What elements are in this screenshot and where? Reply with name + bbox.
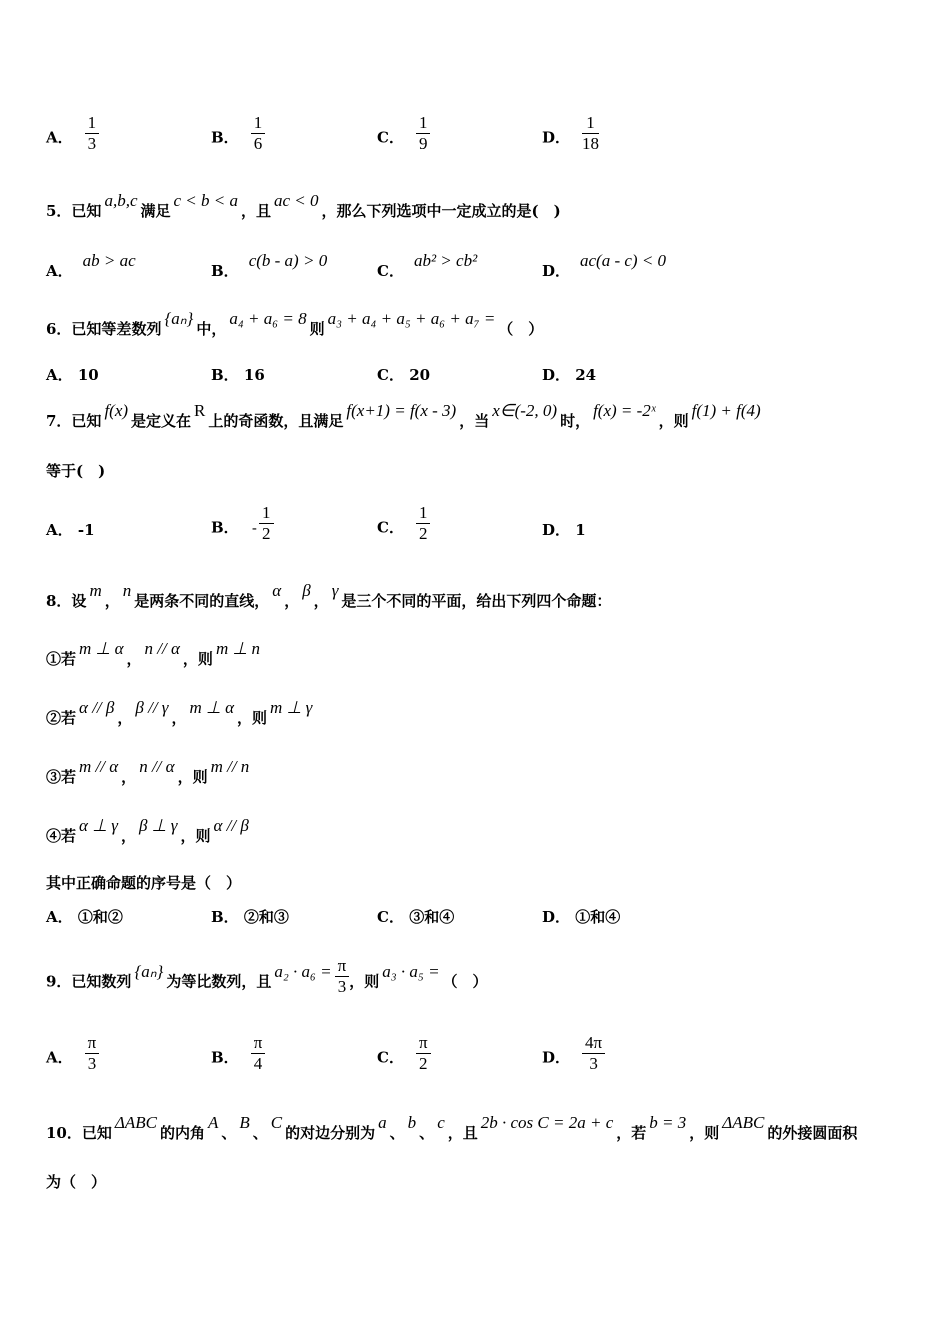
q7-option-b: B． - $\frac{1}{2}$ [211,508,274,549]
q8-option-c: C． ③和④ [377,908,455,926]
q10-stem-line2: 为（ ） [46,1173,107,1191]
q6-option-a: A． 10 [46,366,99,384]
q4-option-c: C． $\frac{1}{9}$ [377,118,430,159]
q7-option-a: A． -1 [46,521,95,539]
q7-option-d: D． 1 [542,521,586,539]
q4-option-b: B． $\frac{1}{6}$ [211,118,265,159]
q9-option-c: C． $\frac{\pi}{2}$ [377,1038,431,1079]
q8-statement-1: ①若m ⊥ α，n // α，则m ⊥ n [46,639,261,668]
q8-option-b: B． ②和③ [211,908,289,926]
q5-option-a: A．ab > ac [46,251,136,280]
q10-stem: 10．已知ΔABC的内角A、B、C的对边分别为a、b、c，且2b · cos C = 2a + c，若b = 3，则ΔABC的外接圆面积 [46,1113,858,1142]
q4-option-d: D． $\frac{1}{18}$ [542,113,600,153]
q7-stem-line2: 等于( ) [46,462,106,480]
q8-stem: 8．设m，n是两条不同的直线，α，β，γ是三个不同的平面，给出下列四个命题： [46,581,612,610]
q5-stem: 5．已知a,b,c满足c < b < a，且ac < 0，那么下列选项中一定成立的是( ) [46,191,561,220]
q8-statement-3: ③若m // α，n // α，则m // n [46,757,250,786]
q6-option-d: D． 24 [542,366,597,384]
q8-option-a: A． ①和② [46,908,123,926]
q9-option-b: B． $\frac{\pi}{4}$ [211,1038,265,1079]
q4-option-a: A． $\frac{1}{3}$ [46,118,99,159]
q8-question: 其中正确命题的序号是（ ） [46,874,242,892]
q5-option-b: B．c(b - a) > 0 [211,251,328,280]
q9-option-a: A． $\frac{\pi}{3}$ [46,1038,99,1079]
q6-option-c: C． 20 [377,366,431,384]
q8-statement-4: ④若α ⊥ γ，β ⊥ γ，则α // β [46,816,249,845]
q7-stem: 7．已知f(x)是定义在R上的奇函数，且满足f(x+1) = f(x - 3)，当x∈(-2, 0)时，f(x) = -2ˣ，则f(1) + f(4) [46,401,761,430]
q6-stem: 6．已知等差数列{aₙ}中，a₄ + a₆ = 8则a₃ + a₄ + a₅ + a₆ + a₇ =（ ） [46,309,544,338]
q7-option-c: C． $\frac{1}{2}$ [377,508,430,549]
q5-option-c: C．ab² > cb² [377,251,478,280]
q5-option-d: D．ac(a - c) < 0 [542,251,667,280]
q9-stem: 9．已知数列{aₙ}为等比数列，且a₂ · a₆ = $\frac{\pi}{3}$ ，则a₃ · a₅ =（ ） [46,956,488,996]
q9-option-d: D． $\frac{4\pi}{3}$ [542,1038,605,1079]
q8-statement-2: ②若α // β，β // γ，m ⊥ α，则m ⊥ γ [46,698,313,727]
q6-option-b: B． 16 [211,366,265,384]
q8-option-d: D． ①和④ [542,908,621,926]
